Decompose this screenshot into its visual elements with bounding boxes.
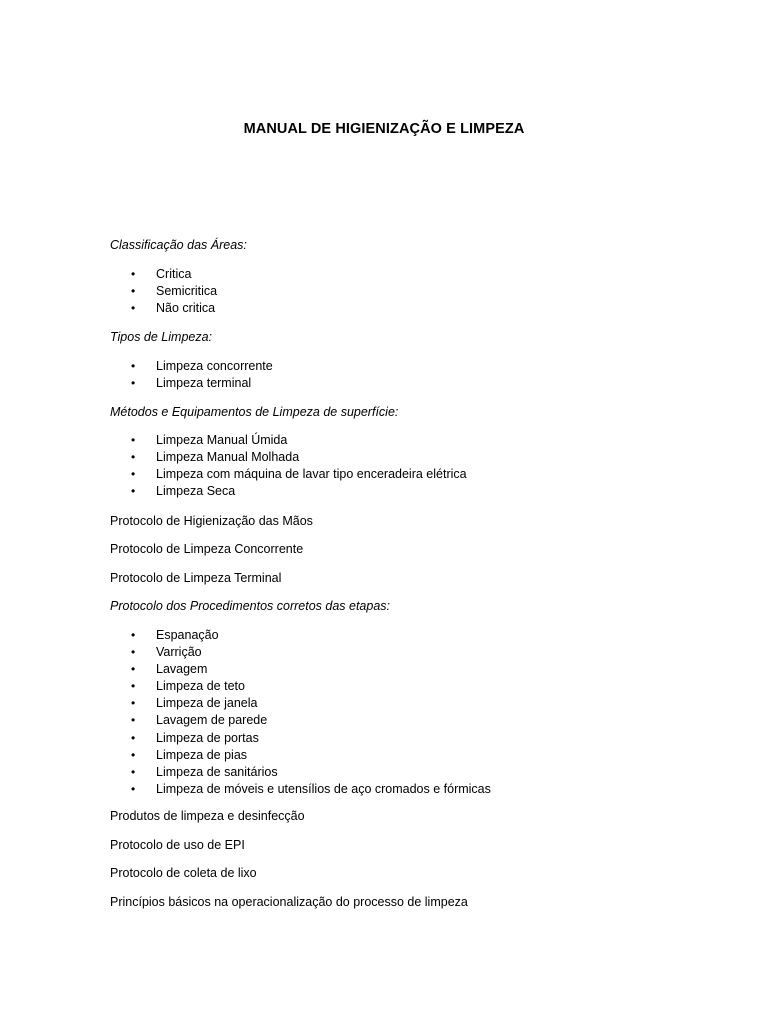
bullet-icon: • — [131, 484, 136, 499]
section-heading-produtos: Produtos de limpeza e desinfecção — [110, 809, 305, 823]
document-title: MANUAL DE HIGIENIZAÇÃO E LIMPEZA — [243, 121, 525, 137]
document-page: MANUAL DE HIGIENIZAÇÃO E LIMPEZA Classificação das Áreas: • Critica • Semicritica • Não critica Tipos de Limpeza: • Limpeza concorrente • Limpeza terminal Métodos e Equipamentos de Limpeza de superfície: • Limpeza Manual Úmida • Limpeza Manual Molhada • Limpeza com máquina de lavar tipo enceradeira elétrica • Limpeza Seca Protocolo de Higienização das Mãos Protocolo de Limpeza Concorrente Protocolo de Limpeza Terminal Protocolo dos Procedimentos corretos das etapas: • Espanação • Varrição • Lavagem • Limpeza de teto • Limpeza de janela • Lavagem de parede • Limpeza de portas • Limpeza de pias • Limpeza de sanitários • Limpeza de móveis e utensílios de aço cromados e fórmicas Produtos de limpeza e desinfecção Protocolo de uso de EPI Protocolo de coleta de lixo Princípios básicos na operacionalização do processo de limpeza — [0, 0, 768, 1024]
bullet-icon: • — [131, 645, 136, 660]
bullet-icon: • — [131, 696, 136, 711]
section-heading-limpeza-concorrente: Protocolo de Limpeza Concorrente — [110, 542, 304, 556]
bullet-icon: • — [131, 267, 136, 281]
bullet-icon: • — [131, 781, 136, 796]
section-heading-epi: Protocolo de uso de EPI — [110, 838, 245, 852]
bullet-icon: • — [131, 359, 136, 373]
bullet-icon: • — [131, 376, 136, 391]
section-heading-principios: Princípios básicos na operacionalização do processo de limpeza — [110, 895, 468, 909]
bullet-icon: • — [131, 433, 136, 447]
bullet-icon: • — [131, 764, 136, 779]
section-heading-procedimentos: Protocolo dos Procedimentos corretos das etapas: — [110, 599, 391, 613]
bullet-icon: • — [131, 679, 136, 694]
section-heading-metodos: Métodos e Equipamentos de Limpeza de superfície: — [110, 405, 399, 419]
section-heading-tipos: Tipos de Limpeza: — [110, 330, 213, 344]
bullet-icon: • — [131, 730, 136, 745]
section-heading-coleta-lixo: Protocolo de coleta de lixo — [110, 866, 257, 880]
section-heading-classificacao: Classificação das Áreas: — [110, 238, 247, 252]
bullet-icon: • — [131, 467, 136, 482]
section-heading-higienizacao-maos: Protocolo de Higienização das Mãos — [110, 514, 313, 528]
bullet-icon: • — [131, 450, 136, 465]
bullet-icon: • — [131, 747, 136, 762]
bullet-icon: • — [131, 713, 136, 728]
bullet-icon: • — [131, 301, 136, 316]
bullet-icon: • — [131, 628, 136, 642]
section-heading-limpeza-terminal: Protocolo de Limpeza Terminal — [110, 571, 282, 585]
bullet-icon: • — [131, 284, 136, 299]
bullet-icon: • — [131, 662, 136, 677]
